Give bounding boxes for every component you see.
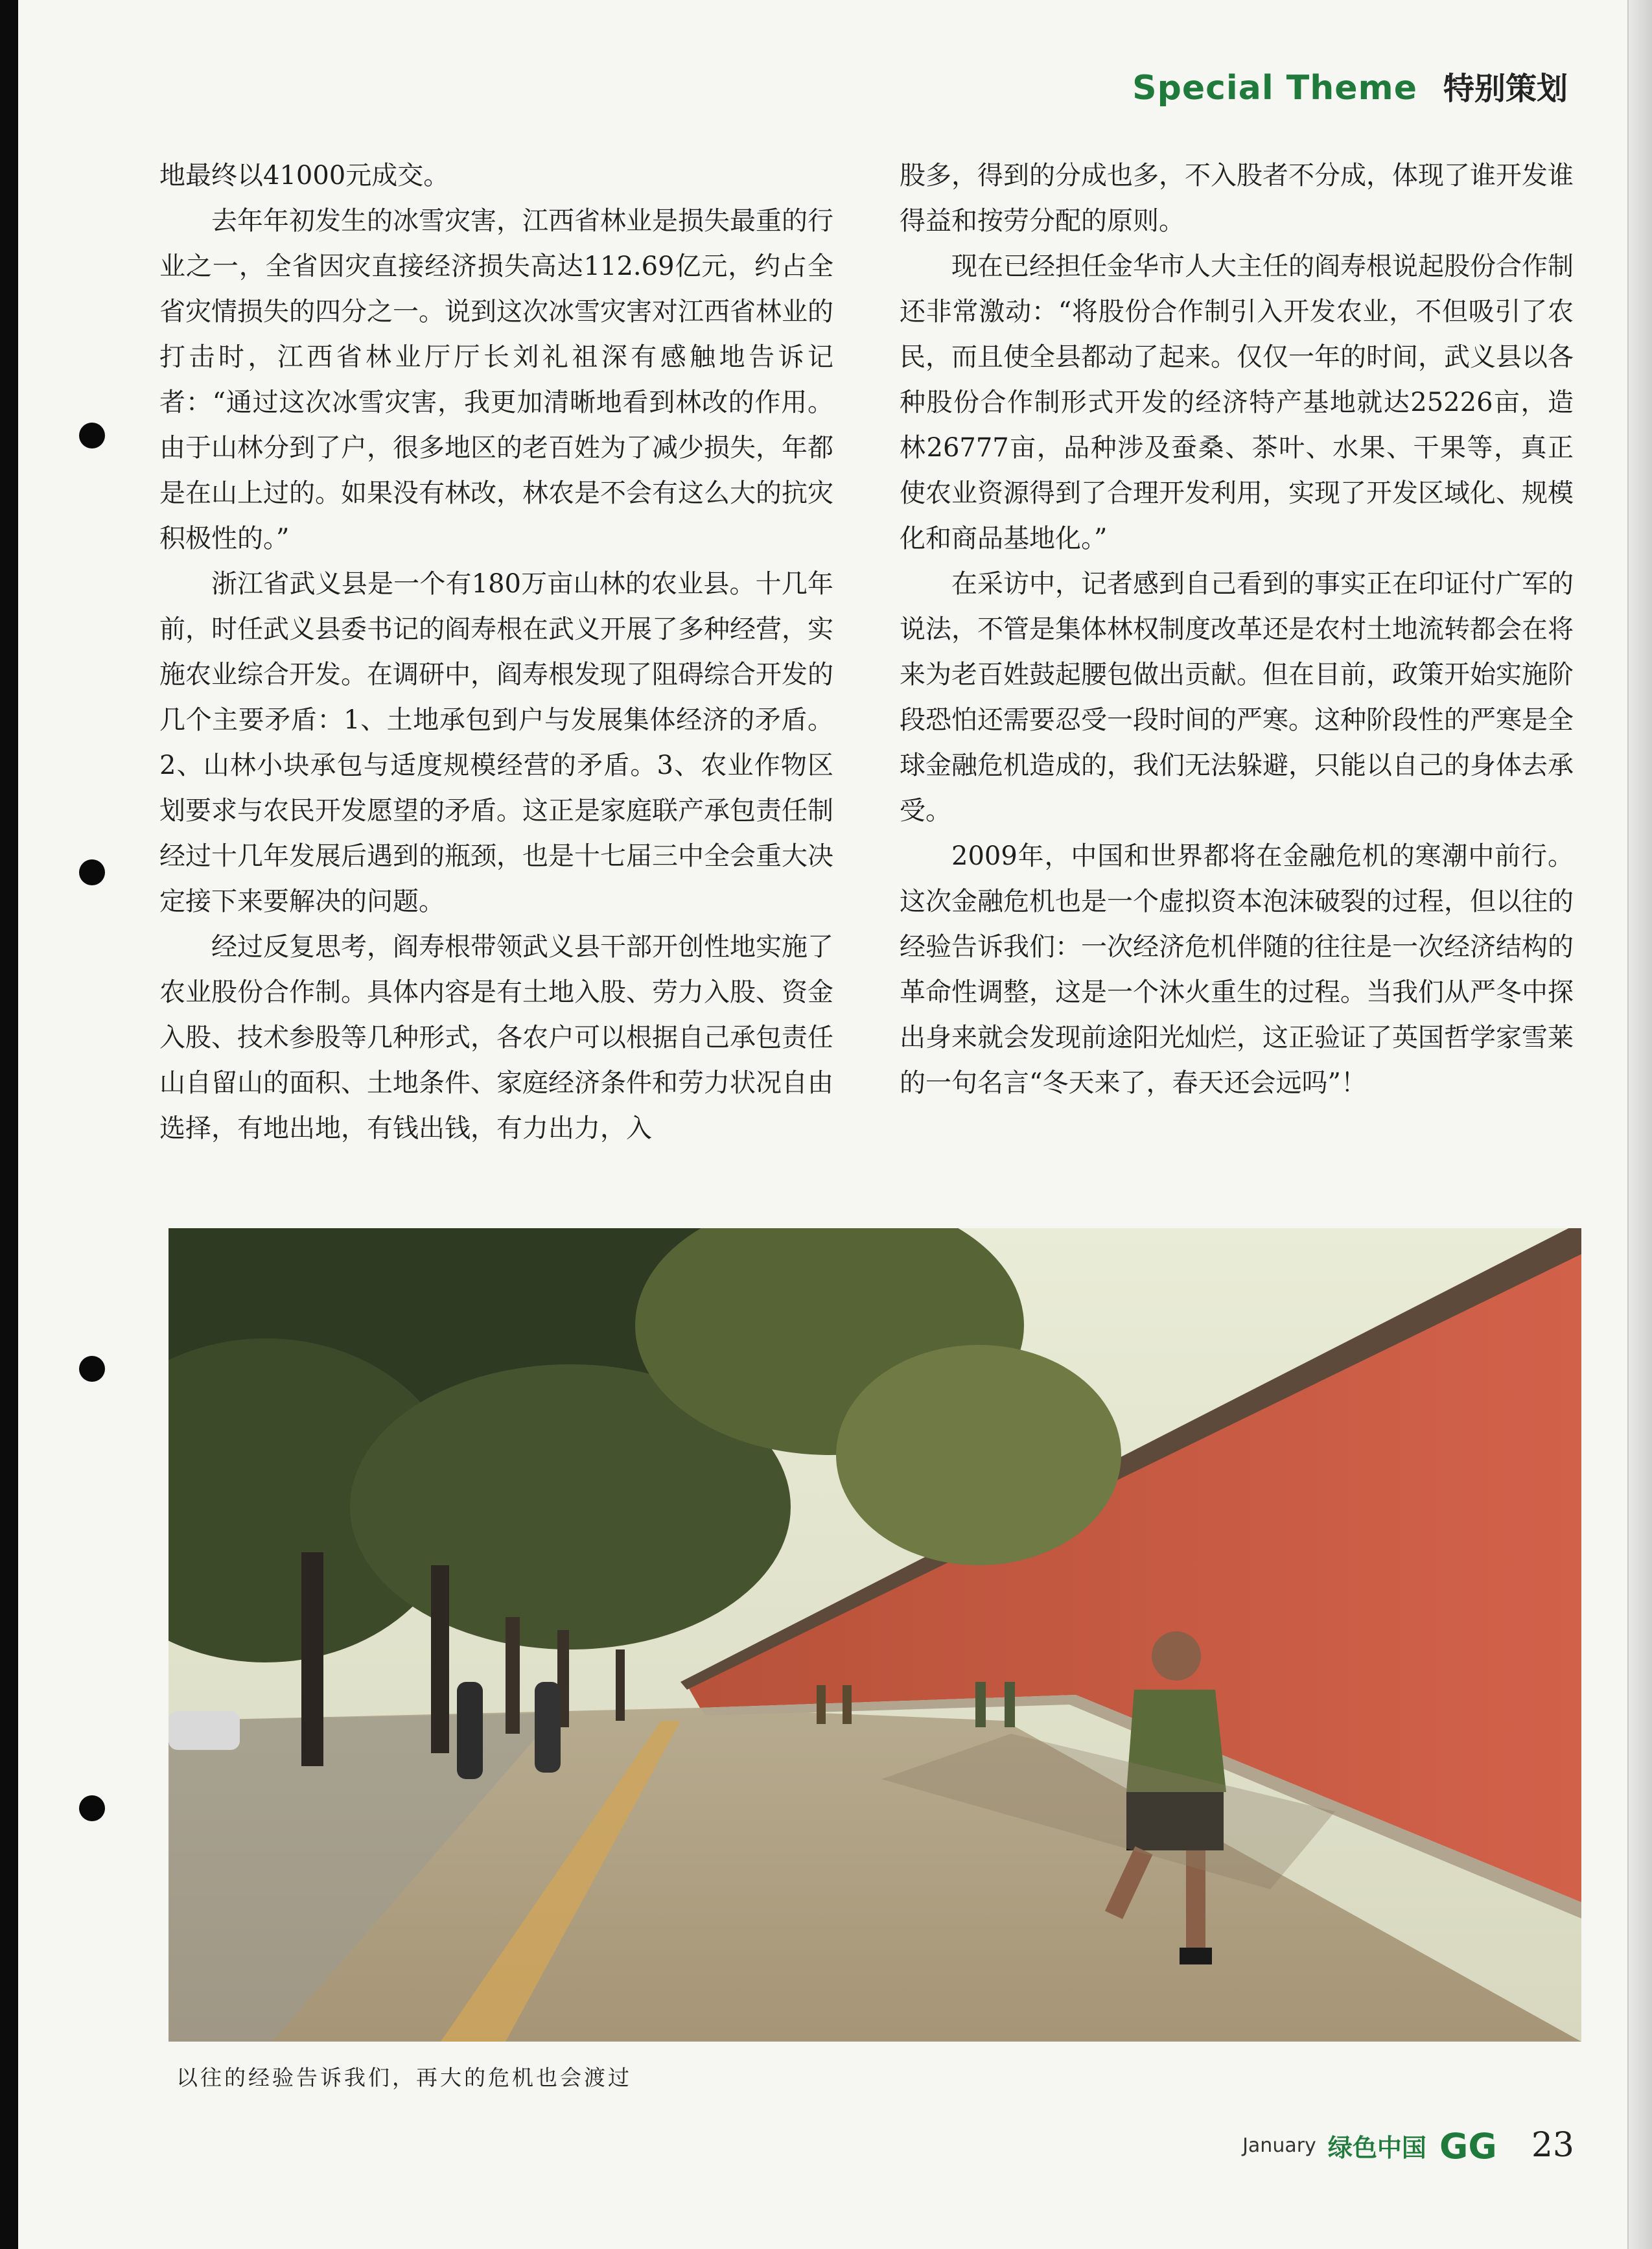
right-text-column — [900, 153, 1574, 1106]
binder-hole — [79, 1795, 105, 1821]
binder-hole — [79, 423, 105, 449]
section-title-zh: 特别策划 — [1443, 71, 1568, 107]
issue-month: January — [1242, 2134, 1316, 2157]
paragraph: 地最终以41000元成交。 — [159, 161, 450, 191]
binder-hole — [79, 859, 105, 885]
paragraph: 股多，得到的分成也多，不入股者不分成，体现了谁开发谁得益和按劳分配的原则。 — [900, 161, 1574, 236]
paragraph: 在采访中，记者感到自己看到的事实正在印证付广军的说法，不管是集体林权制度改革还是农村土地流转都会在将来为老百姓鼓起腰包做出贡献。但在目前，政策开始实施阶段恐怕还需要忍受一段时间的严寒。这种阶段性的严寒是全球金融危机造成的，我们无法躲避，只能以自己的身体去承受。 — [900, 569, 1574, 826]
paragraph: 2009年，中国和世界都将在金融危机的寒潮中前行。这次金融危机也是一个虚拟资本泡沫破裂的过程，但以往的经验告诉我们：一次经济危机伴随的往往是一次经济结构的革命性调整，这是一个沐火重生的过程。当我们从严冬中探出身来就会发现前途阳光灿烂，这正验证了英国哲学家雪莱的一句名言“冬天来了，春天还会远吗”！ — [900, 841, 1574, 1098]
svg-text:GG: GG — [1439, 2127, 1497, 2163]
section-title-en: Special Theme — [1132, 69, 1417, 108]
paragraph: 浙江省武义县是一个有180万亩山林的农业县。十几年前，时任武义县委书记的阎寿根在武义开展了多种经营，实施农业综合开发。在调研中，阎寿根发现了阻碍综合开发的几个主要矛盾：1、土地承包到户与发展集体经济的矛盾。2、山林小块承包与适度规模经营的矛盾。3、农业作物区划要求与农民开发愿望的矛盾。这正是家庭联产承包责任制经过十几年发展后遇到的瓶颈，也是十七届三中全会重大决定接下来要解决的问题。 — [159, 569, 833, 916]
magazine-logo-icon — [1438, 2127, 1500, 2163]
photo-red-wall-runners — [169, 1228, 1581, 2042]
scan-border — [0, 0, 18, 2249]
page-number: 23 — [1531, 2126, 1574, 2165]
page-footer — [1242, 2126, 1574, 2165]
binder-hole — [79, 1356, 105, 1382]
left-text-column — [159, 153, 833, 1151]
page-edge — [1629, 0, 1652, 2249]
magazine-name: 绿色中国 — [1327, 2133, 1426, 2162]
photo-caption: 以往的经验告诉我们，再大的危机也会渡过 — [176, 2065, 632, 2090]
paragraph: 现在已经担任金华市人大主任的阎寿根说起股份合作制还非常激动：“将股份合作制引入开发农业，不但吸引了农民，而且使全县都动了起来。仅仅一年的时间，武义县以各种股份合作制形式开发的经济特产基地就达25226亩，造林26777亩，品种涉及蚕桑、茶叶、水果、干果等，真正使农业资源得到了合理开发利用，实现了开发区域化、规模化和商品基地化。” — [900, 251, 1574, 554]
paragraph: 经过反复思考，阎寿根带领武义县干部开创性地实施了农业股份合作制。具体内容是有土地入股、劳力入股、资金入股、技术参股等几种形式，各农户可以根据自己承包责任山自留山的面积、土地条件、家庭经济条件和劳力状况自由选择，有地出地，有钱出钱，有力出力，入 — [159, 932, 833, 1143]
section-header — [1132, 64, 1568, 108]
paragraph: 去年年初发生的冰雪灾害，江西省林业是损失最重的行业之一，全省因灾直接经济损失高达112.69亿元，约占全省灾情损失的四分之一。说到这次冰雪灾害对江西省林业的打击时，江西省林业厅厅长刘礼祖深有感触地告诉记者：“通过这次冰雪灾害，我更加清晰地看到林改的作用。由于山林分到了户，很多地区的老百姓为了减少损失，年都是在山上过的。如果没有林改，林农是不会有这么大的抗灾积极性的。” — [159, 206, 833, 554]
